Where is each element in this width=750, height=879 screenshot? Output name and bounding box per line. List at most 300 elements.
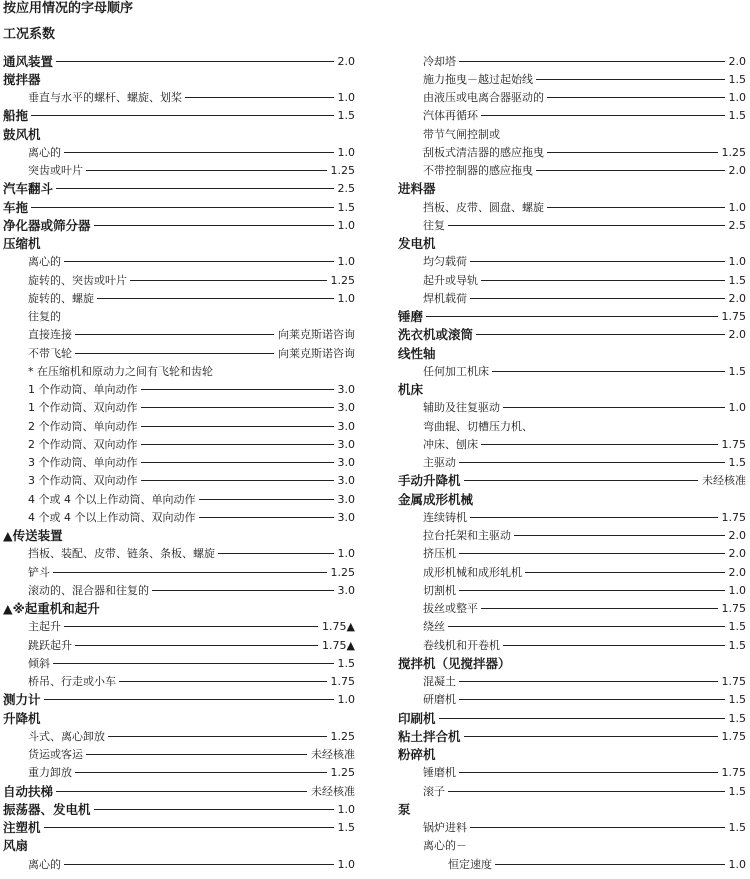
leader-line — [185, 97, 334, 98]
row-label: 起升或导轨 — [423, 273, 478, 287]
service-factor-value: 1.25 — [330, 766, 355, 780]
item-row — [3, 472, 355, 490]
leader-line — [547, 97, 725, 98]
row-label: 测力计 — [3, 692, 41, 708]
item-row — [398, 837, 746, 855]
row-label: 汽车翻斗 — [3, 181, 54, 197]
leader-line — [141, 389, 334, 390]
category-row — [398, 472, 746, 490]
item-row — [3, 490, 355, 508]
category-row — [3, 198, 355, 216]
row-label: 手动升降机 — [398, 473, 461, 489]
row-label: 鼓风机 — [3, 126, 41, 142]
row-label: 2 个作动筒、单向动作 — [28, 419, 138, 433]
item-row — [398, 143, 746, 161]
category-row — [3, 216, 355, 234]
service-factor-value: 1.5 — [337, 200, 355, 214]
item-row — [398, 618, 746, 636]
leader-line — [53, 572, 327, 573]
right-column — [398, 52, 746, 873]
item-row — [3, 727, 355, 745]
leader-line — [141, 462, 334, 463]
service-factor-value: 1.0 — [337, 547, 355, 561]
service-factor-value: 3.0 — [337, 474, 355, 488]
service-factor-value: 1.5 — [728, 693, 746, 707]
item-row — [398, 198, 746, 216]
category-row — [398, 727, 746, 745]
service-factor-value: 1.0 — [337, 218, 355, 232]
item-row — [398, 435, 746, 453]
item-row — [398, 289, 746, 307]
item-row — [3, 545, 355, 563]
item-row — [398, 52, 746, 70]
service-factor-value: 1.5 — [728, 273, 746, 287]
item-row — [3, 381, 355, 399]
service-factor-value: 1.75 — [721, 602, 746, 616]
item-row — [398, 399, 746, 417]
service-factor-value: 1.0 — [337, 857, 355, 871]
row-label: 4 个或 4 个以上作动筒、单向动作 — [28, 492, 196, 506]
row-label: 泵 — [398, 801, 411, 817]
row-label: 直接连接 — [28, 328, 72, 342]
row-label: 4 个或 4 个以上作动筒、双向动作 — [28, 510, 196, 524]
row-label: 进料器 — [398, 181, 436, 197]
item-row — [3, 253, 355, 271]
leader-line — [481, 444, 718, 445]
leader-line — [152, 590, 334, 591]
leader-line — [31, 207, 333, 208]
leader-line — [492, 371, 725, 372]
row-label: 挡板、皮带、圆盘、螺旋 — [423, 200, 544, 214]
service-factor-value: 1.75 — [721, 437, 746, 451]
item-row — [398, 89, 746, 107]
row-label: 拔丝或整平 — [423, 602, 478, 616]
category-row — [3, 70, 355, 88]
service-factor-value: 3.0 — [337, 583, 355, 597]
leader-line — [459, 699, 725, 700]
row-label: 任何加工机床 — [423, 364, 489, 378]
row-label: 发电机 — [398, 236, 436, 252]
leader-line — [53, 663, 334, 664]
service-factor-value: 2.0 — [728, 54, 746, 68]
row-label: 搅拌机（见搅拌器） — [398, 655, 511, 671]
row-label: 离心的 — [28, 857, 61, 871]
item-row — [3, 454, 355, 472]
item-row — [398, 636, 746, 654]
row-label: 斗式、离心卸放 — [28, 729, 105, 743]
row-label: 粉碎机 — [398, 747, 436, 763]
leader-line — [56, 791, 307, 792]
service-factor-value: 1.5 — [728, 620, 746, 634]
row-label: 挤压机 — [423, 547, 456, 561]
leader-line — [459, 681, 718, 682]
leader-line — [470, 261, 725, 262]
leader-line — [75, 645, 318, 646]
row-label: 冲床、刨床 — [423, 437, 478, 451]
row-label: 主驱动 — [423, 456, 456, 470]
service-factor-value: 1.0 — [337, 693, 355, 707]
leader-line — [536, 170, 725, 171]
item-row — [398, 782, 746, 800]
leader-line — [481, 280, 725, 281]
service-factor-value: 1.75 — [721, 766, 746, 780]
leader-line — [44, 699, 334, 700]
leader-line — [459, 61, 725, 62]
row-label: 粘土拌合机 — [398, 728, 461, 744]
row-label: 卷线机和开卷机 — [423, 638, 500, 652]
service-factor-value: 1.25 — [330, 164, 355, 178]
leader-line — [426, 316, 717, 317]
item-row — [3, 162, 355, 180]
service-factor-value: 1.5 — [728, 72, 746, 86]
row-label: 压缩机 — [3, 236, 41, 252]
service-factor-value: 3.0 — [337, 437, 355, 451]
service-factor-value: 未经核准 — [311, 784, 355, 798]
item-row — [3, 618, 355, 636]
row-label: 倾斜 — [28, 656, 50, 670]
leader-line — [459, 462, 725, 463]
leader-line — [547, 207, 725, 208]
leader-line — [141, 480, 334, 481]
service-factor-value: 3.0 — [337, 456, 355, 470]
leader-line — [141, 407, 334, 408]
row-label: 1 个作动筒、单向动作 — [28, 383, 138, 397]
service-factor-value: 1.0 — [337, 255, 355, 269]
item-row — [398, 70, 746, 88]
item-row — [3, 271, 355, 289]
service-factor-value: 1.25 — [330, 565, 355, 579]
leader-line — [470, 517, 718, 518]
row-label: 带节气闸控制或 — [423, 127, 500, 141]
row-label: 旋转的、突齿或叶片 — [28, 273, 127, 287]
item-row — [3, 89, 355, 107]
row-label: 辅助及往复驱动 — [423, 401, 500, 415]
service-factor-value: 1.25 — [330, 729, 355, 743]
item-row — [3, 508, 355, 526]
service-factor-value: 1.0 — [337, 291, 355, 305]
item-row — [3, 654, 355, 672]
left-column — [3, 52, 355, 873]
leader-line — [75, 772, 327, 773]
row-label: 重力卸放 — [28, 766, 72, 780]
service-factor-value: 1.0 — [728, 401, 746, 415]
service-factor-value: 1.0 — [337, 802, 355, 816]
row-label: 桥吊、行走或小车 — [28, 675, 116, 689]
service-factor-value: 3.0 — [337, 492, 355, 506]
service-factor-value: 1.25 — [721, 145, 746, 159]
leader-line — [64, 152, 334, 153]
service-factor-value: 1.5 — [337, 109, 355, 123]
row-label: ▲传送装置 — [3, 528, 63, 544]
service-factor-value: 2.5 — [337, 182, 355, 196]
category-row — [3, 235, 355, 253]
item-row — [398, 691, 746, 709]
row-label: 离心的－ — [423, 839, 467, 853]
service-factor-value: 1.0 — [728, 255, 746, 269]
leader-line — [536, 79, 725, 80]
item-row — [3, 344, 355, 362]
item-row — [398, 764, 746, 782]
service-factor-value: 2.0 — [337, 54, 355, 68]
leader-line — [94, 225, 334, 226]
service-factor-value: 1.75 — [721, 675, 746, 689]
leader-line — [470, 827, 725, 828]
service-factor-value: 1.25 — [330, 273, 355, 287]
item-row — [3, 636, 355, 654]
item-row — [3, 855, 355, 873]
row-label: 垂直与水平的螺杆、螺旋、划桨 — [28, 91, 182, 105]
row-label: 船拖 — [3, 108, 29, 124]
leader-line — [75, 353, 274, 354]
category-row — [3, 691, 355, 709]
row-label: 旋转的、螺旋 — [28, 291, 94, 305]
service-factor-value: 1.75 — [721, 310, 746, 324]
leader-line — [459, 590, 725, 591]
row-label: 滚子 — [423, 784, 445, 798]
row-label: 跳跃起升 — [28, 638, 72, 652]
category-row — [3, 782, 355, 800]
row-label: * 在压缩机和原动力之间有飞轮和齿轮 — [28, 364, 213, 378]
row-label: 洗衣机或滚筒 — [398, 327, 474, 343]
item-row — [398, 563, 746, 581]
category-row — [3, 107, 355, 125]
service-factor-value: 2.0 — [728, 328, 746, 342]
item-row — [3, 326, 355, 344]
row-label: 往复 — [423, 218, 445, 232]
service-factor-value: 1.5 — [728, 364, 746, 378]
service-factor-value: 1.75▲ — [322, 620, 355, 634]
service-factor-value: 1.75 — [330, 675, 355, 689]
row-label: 印刷机 — [398, 710, 436, 726]
category-row — [398, 654, 746, 672]
category-row — [398, 326, 746, 344]
row-label: 注塑机 — [3, 820, 41, 836]
row-label: 往复的 — [28, 310, 61, 324]
note-row — [3, 362, 355, 380]
item-row — [398, 271, 746, 289]
service-factor-value: 1.5 — [337, 821, 355, 835]
category-row — [398, 709, 746, 727]
item-row — [398, 162, 746, 180]
item-row — [398, 581, 746, 599]
leader-line — [218, 553, 334, 554]
row-label: 振荡器、发电机 — [3, 801, 91, 817]
category-row — [398, 308, 746, 326]
leader-line — [64, 261, 334, 262]
leader-line — [199, 517, 334, 518]
item-row — [398, 417, 746, 435]
service-factor-value: 1.75 — [721, 729, 746, 743]
leader-line — [464, 736, 718, 737]
row-label: 突齿或叶片 — [28, 164, 83, 178]
item-row — [3, 308, 355, 326]
category-row — [3, 527, 355, 545]
category-row — [3, 800, 355, 818]
item-row — [398, 600, 746, 618]
row-label: 锤磨机 — [423, 766, 456, 780]
item-row — [3, 435, 355, 453]
row-label: 锤磨 — [398, 309, 424, 325]
leader-line — [514, 535, 725, 536]
service-factor-value: 2.0 — [728, 164, 746, 178]
category-row — [3, 600, 355, 618]
leader-line — [94, 809, 334, 810]
row-label: 滚动的、混合器和往复的 — [28, 583, 149, 597]
category-row — [398, 800, 746, 818]
service-factor-value: 1.5 — [728, 109, 746, 123]
item-row — [398, 508, 746, 526]
section-subtitle: 工况系数 — [3, 27, 56, 42]
row-label: 净化器或筛分器 — [3, 217, 91, 233]
service-factor-value: 1.75 — [721, 510, 746, 524]
row-label: 主起升 — [28, 620, 61, 634]
category-row — [3, 52, 355, 70]
category-row — [3, 709, 355, 727]
item-row — [398, 362, 746, 380]
row-label: 挡板、装配、皮带、链条、条板、螺旋 — [28, 547, 215, 561]
service-factor-value: 3.0 — [337, 510, 355, 524]
leader-line — [64, 626, 318, 627]
row-label: 混凝土 — [423, 675, 456, 689]
row-label: 1 个作动筒、双向动作 — [28, 401, 138, 415]
item-row — [398, 673, 746, 691]
category-row — [398, 180, 746, 198]
item-row — [398, 216, 746, 234]
row-label: 均匀载荷 — [423, 255, 467, 269]
row-label: 汽体再循环 — [423, 109, 478, 123]
row-label: 离心的 — [28, 145, 61, 159]
service-factor-value: 2.0 — [728, 547, 746, 561]
page-title: 按应用情况的字母顺序 — [3, 1, 134, 16]
leader-line — [97, 298, 334, 299]
service-factor-value: 2.5 — [728, 218, 746, 232]
item-row — [3, 746, 355, 764]
row-label: 切割机 — [423, 583, 456, 597]
row-label: 通风装置 — [3, 53, 54, 69]
leader-line — [459, 772, 718, 773]
row-label: 搅拌器 — [3, 71, 41, 87]
service-factor-value: 1.0 — [337, 91, 355, 105]
service-factor-value: 向莱克斯诺咨询 — [278, 346, 355, 360]
leader-line — [448, 791, 725, 792]
leader-line — [141, 444, 334, 445]
item-row — [3, 673, 355, 691]
item-row — [3, 143, 355, 161]
leader-line — [108, 736, 327, 737]
service-factor-value: 2.0 — [728, 565, 746, 579]
category-row — [3, 180, 355, 198]
item-row — [398, 125, 746, 143]
item-row — [3, 399, 355, 417]
item-row — [3, 417, 355, 435]
row-label: 升降机 — [3, 710, 41, 726]
service-factor-value: 2.0 — [728, 529, 746, 543]
leader-line — [130, 280, 327, 281]
row-label: 施力拖曳－越过起始线 — [423, 72, 533, 86]
leader-line — [476, 334, 724, 335]
row-label: 铲斗 — [28, 565, 50, 579]
row-label: 研磨机 — [423, 693, 456, 707]
service-factor-value: 3.0 — [337, 401, 355, 415]
row-label: 自动扶梯 — [3, 783, 54, 799]
leader-line — [64, 864, 334, 865]
row-label: 刮板式清洁器的感应拖曳 — [423, 145, 544, 159]
item-row — [398, 253, 746, 271]
item-row — [3, 764, 355, 782]
row-label: 由液压或电离合器驱动的 — [423, 91, 544, 105]
category-row — [3, 819, 355, 837]
service-factor-value: 1.75▲ — [322, 638, 355, 652]
service-factor-value: 1.5 — [728, 638, 746, 652]
leader-line — [495, 864, 725, 865]
category-row — [398, 235, 746, 253]
leader-line — [503, 645, 725, 646]
row-label: 焊机载荷 — [423, 291, 467, 305]
leader-line — [481, 115, 725, 116]
category-row — [398, 344, 746, 362]
row-label: 线性轴 — [398, 345, 436, 361]
leader-line — [439, 718, 725, 719]
leader-line — [44, 827, 334, 828]
item-row — [398, 107, 746, 125]
service-factor-value: 1.0 — [337, 145, 355, 159]
leader-line — [464, 480, 698, 481]
row-label: 3 个作动筒、单向动作 — [28, 456, 138, 470]
leader-line — [470, 298, 725, 299]
item-row — [3, 289, 355, 307]
service-factor-value: 1.0 — [728, 857, 746, 871]
service-factor-value: 1.5 — [728, 456, 746, 470]
item-row — [3, 563, 355, 581]
leader-line — [525, 572, 725, 573]
leader-line — [86, 754, 307, 755]
row-label: 冷却塔 — [423, 54, 456, 68]
row-label: 连续铸机 — [423, 510, 467, 524]
item-row — [3, 581, 355, 599]
item-row — [398, 545, 746, 563]
leader-line — [547, 152, 718, 153]
leader-line — [56, 61, 333, 62]
leader-line — [141, 426, 334, 427]
service-factor-value: 1.5 — [728, 711, 746, 725]
row-label: 车拖 — [3, 199, 29, 215]
service-factor-value: 1.5 — [337, 656, 355, 670]
leader-line — [448, 626, 725, 627]
service-factor-value: 2.0 — [728, 291, 746, 305]
service-factor-value: 未经核准 — [702, 474, 746, 488]
leader-line — [56, 188, 333, 189]
row-label: ▲※起重机和起升 — [3, 601, 100, 617]
row-label: 不带飞轮 — [28, 346, 72, 360]
leader-line — [86, 170, 327, 171]
row-label: 锅炉进料 — [423, 821, 467, 835]
row-label: 离心的 — [28, 255, 61, 269]
leader-line — [448, 225, 725, 226]
service-factor-value: 3.0 — [337, 419, 355, 433]
service-factor-value: 1.5 — [728, 821, 746, 835]
leader-line — [503, 407, 725, 408]
service-factor-value: 1.5 — [728, 784, 746, 798]
category-row — [398, 381, 746, 399]
category-row — [398, 746, 746, 764]
category-row — [398, 490, 746, 508]
row-label: 恒定速度 — [448, 857, 492, 871]
row-label: 拉台托架和主驱动 — [423, 529, 511, 543]
category-row — [3, 837, 355, 855]
item-row — [398, 454, 746, 472]
service-factor-value: 1.0 — [728, 200, 746, 214]
row-label: 弯曲辊、切槽压力机、 — [423, 419, 533, 433]
